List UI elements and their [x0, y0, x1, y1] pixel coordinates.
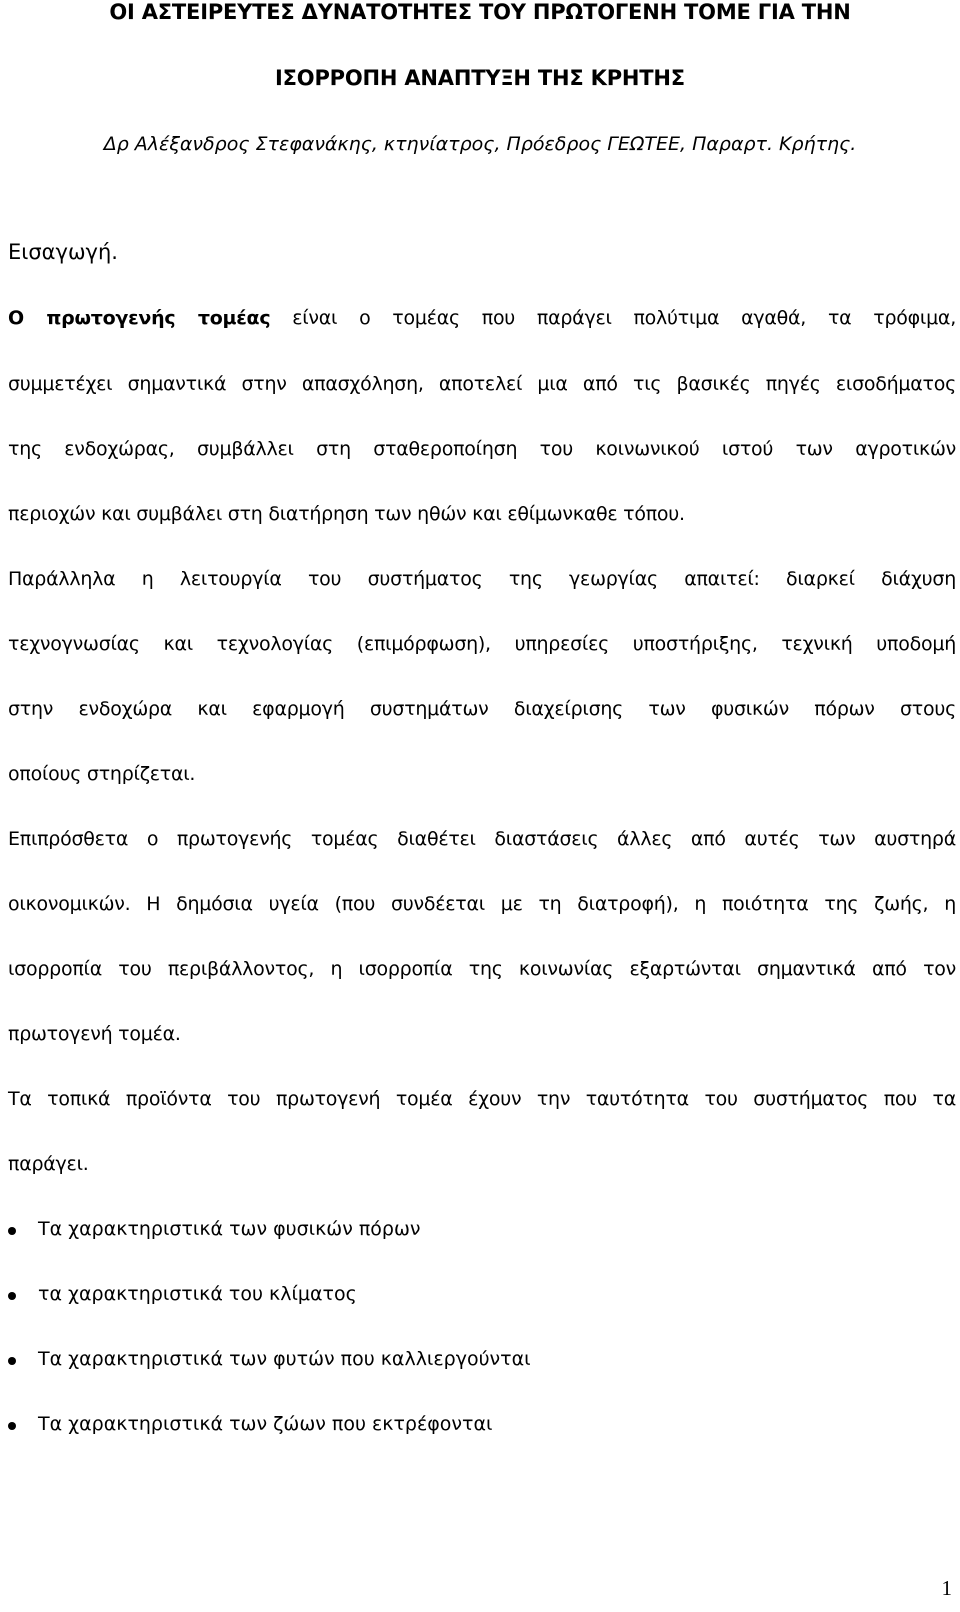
bullet-dot-icon: [8, 1292, 16, 1300]
bold-lead: Ο πρωτογενής τομέας: [8, 307, 271, 329]
paragraph-line: [8, 307, 956, 329]
author-line: Δρ Αλέξανδρος Στεφανάκης, κτηνίατρος, Πρόεδρος ΓΕΩΤΕΕ, Παραρτ. Κρήτης.: [103, 133, 857, 155]
section-heading: Εισαγωγή.: [8, 240, 118, 264]
list-item-text: Τα χαρακτηριστικά των φυσικών πόρων: [38, 1218, 421, 1240]
list-item-text: Τα χαρακτηριστικά των ζώων που εκτρέφονται: [38, 1413, 493, 1435]
paragraph-line: Τα τοπικά προϊόντα του πρωτογενή τομέα έχουν την ταυτότητα του συστήματος που τα: [8, 1088, 956, 1110]
list-item-text: Τα χαρακτηριστικά των φυτών που καλλιεργούνται: [38, 1348, 531, 1370]
page-number: 1: [941, 1576, 952, 1600]
paragraph-line: Επιπρόσθετα ο πρωτογενής τομέας διαθέτει διαστάσεις άλλες από αυτές των αυστηρά: [8, 828, 956, 850]
paragraph-line: οποίους στηρίζεται.: [8, 763, 196, 785]
paragraph-line: τεχνογνωσίας και τεχνολογίας (επιμόρφωση), υπηρεσίες υποστήριξης, τεχνική υποδομή: [8, 633, 956, 655]
paragraph-line: συμμετέχει σημαντικά στην απασχόληση, αποτελεί μια από τις βασικές πηγές εισοδήματος: [8, 373, 956, 395]
bullet-dot-icon: [8, 1422, 16, 1430]
paragraph-text: είναι ο τομέας που παράγει πολύτιμα αγαθά, τα τρόφιμα,: [270, 307, 956, 329]
paragraph-line: Παράλληλα η λειτουργία του συστήματος της γεωργίας απαιτεί: διαρκεί διάχυση: [8, 568, 956, 590]
paragraph-line: ισορροπία του περιβάλλοντος, η ισορροπία της κοινωνίας εξαρτώνται σημαντικά από τον: [8, 958, 956, 980]
paragraph-line: πρωτογενή τομέα.: [8, 1023, 181, 1045]
document-title-line1: ΟΙ ΑΣΤΕΙΡΕΥΤΕΣ ΔΥΝΑΤΟΤΗΤΕΣ ΤΟΥ ΠΡΩΤΟΓΕΝΗ ΤΟΜΕ ΓΙΑ ΤΗΝ: [109, 0, 851, 24]
paragraph-line: στην ενδοχώρα και εφαρμογή συστημάτων διαχείρισης των φυσικών πόρων στους: [8, 698, 956, 720]
document-title-line2: ΙΣΟΡΡΟΠΗ ΑΝΑΠΤΥΞΗ ΤΗΣ ΚΡΗΤΗΣ: [275, 66, 685, 90]
bullet-dot-icon: [8, 1357, 16, 1365]
paragraph-line: παράγει.: [8, 1153, 89, 1175]
paragraph-line: περιοχών και συμβάλει στη διατήρηση των ηθών και εθίμωνκαθε τόπου.: [8, 503, 685, 525]
paragraph-line: της ενδοχώρας, συμβάλλει στη σταθεροποίηση του κοινωνικού ιστού των αγροτικών: [8, 438, 956, 460]
paragraph-line: οικονομικών. Η δημόσια υγεία (που συνδέεται με τη διατροφή), η ποιότητα της ζωής, η: [8, 893, 956, 915]
bullet-dot-icon: [8, 1227, 16, 1235]
list-item-text: τα χαρακτηριστικά του κλίματος: [38, 1283, 357, 1305]
